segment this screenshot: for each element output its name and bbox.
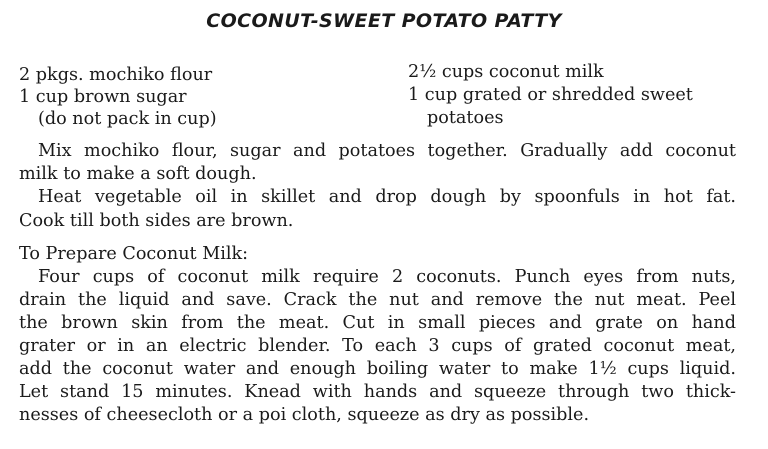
ingredient-left-2: 1 cup brown sugar (19, 87, 187, 107)
direction-line-4: Cook till both sides are brown. (19, 211, 294, 231)
coconut-milk-line-4 (19, 335, 736, 357)
ingredient-right-1: 2½ cups coconut milk (408, 62, 604, 82)
direction-line-1 (38, 140, 736, 162)
coconut-milk-line-2 (19, 289, 736, 311)
direction-line-3 (38, 186, 736, 208)
coconut-milk-line-5 (19, 358, 736, 380)
coconut-milk-text-4: grater or in an electric blender. To each 3 cups of grated coconut meat, (19, 336, 736, 356)
coconut-milk-heading: To Prepare Coconut Milk: (19, 244, 249, 264)
direction-line-2: milk to make a soft dough. (19, 164, 257, 184)
recipe-title: COCONUT-SWEET POTATO PATTY (206, 10, 562, 32)
coconut-milk-text-2: drain the liquid and save. Crack the nut and remove the nut meat. Peel (19, 290, 736, 310)
direction-text-1: Mix mochiko flour, sugar and potatoes together. Gradually add coconut (38, 141, 736, 161)
ingredient-right-2: 1 cup grated or shredded sweet (408, 85, 693, 105)
coconut-milk-line-3 (19, 312, 736, 334)
direction-text-3: Heat vegetable oil in skillet and drop dough by spoonfuls in hot fat. (38, 187, 736, 207)
coconut-milk-text-5: add the coconut water and enough boiling water to make 1½ cups liquid. (19, 359, 736, 379)
coconut-milk-line-7: nesses of cheesecloth or a poi cloth, squeeze as dry as possible. (19, 405, 590, 425)
ingredient-left-3: (do not pack in cup) (38, 109, 217, 129)
ingredient-right-3: potatoes (427, 108, 504, 128)
ingredient-left-1: 2 pkgs. mochiko flour (19, 65, 213, 85)
coconut-milk-text-6: Let stand 15 minutes. Knead with hands and squeeze through two thick- (19, 382, 736, 402)
coconut-milk-text-3: the brown skin from the meat. Cut in small pieces and grate on hand (19, 313, 736, 333)
coconut-milk-line-1 (38, 266, 736, 288)
coconut-milk-text-1: Four cups of coconut milk require 2 coconuts. Punch eyes from nuts, (38, 267, 736, 287)
coconut-milk-line-6 (19, 381, 736, 403)
